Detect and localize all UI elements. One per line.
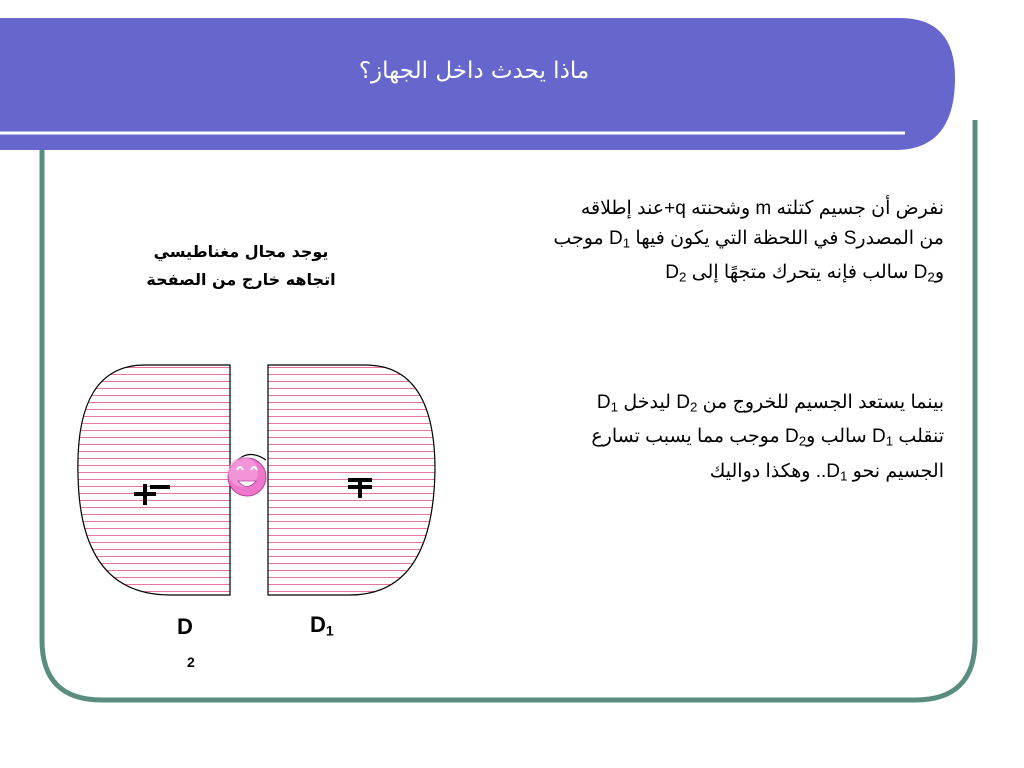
text-fragment: الجسيم نحو D — [826, 460, 944, 482]
text-fragment: تنقلب D — [872, 426, 944, 448]
slide-title: ماذا يحدث داخل الجهاز؟ — [358, 58, 590, 84]
text-fragment: ليدخل D — [596, 392, 677, 413]
paragraph-2-line-2 — [591, 422, 944, 456]
particle-smiley-icon — [228, 454, 266, 496]
explanation-paragraph-2 — [591, 388, 944, 491]
subscript: 2 — [798, 433, 807, 449]
text-fragment: .. وهكذا دواليك — [709, 460, 827, 482]
label-letter: D — [177, 614, 193, 639]
dee-d2 — [78, 365, 230, 595]
subscript: 1 — [840, 467, 848, 483]
title-bar — [0, 18, 955, 150]
paragraph-2-line-3 — [591, 457, 944, 491]
dee-d2-label — [177, 614, 193, 640]
subscript: 2 — [927, 269, 935, 285]
text-fragment: من المصدرS في اللحظة التي يكون فيها D — [609, 228, 944, 249]
subscript: 1 — [610, 399, 619, 415]
subscript: 1 — [622, 235, 631, 251]
text-fragment: موجب — [553, 228, 610, 249]
subscript: 1 — [325, 622, 334, 639]
subscript: 1 — [885, 433, 894, 449]
label-letter: D — [310, 612, 326, 637]
paragraph-1-line-3 — [553, 258, 944, 292]
text-fragment: سالب فإنه يتحرك متجهًا إلى D — [665, 262, 914, 284]
dee-d1-label — [310, 612, 334, 639]
subscript: 2 — [689, 399, 698, 415]
text-fragment: بينما يستعد الجسيم للخروج من D — [676, 392, 944, 413]
subscript: 2 — [679, 269, 687, 285]
magnetic-field-note — [96, 238, 386, 294]
paragraph-1-line-1: نفرض أن جسيم كتلته m وشحنته q+عند إطلاقه — [580, 198, 944, 219]
field-note-line-1: يوجد مجال مغناطيسي — [153, 242, 329, 261]
text-fragment: وD — [913, 262, 944, 284]
dee-d2-label-subscript: 2 — [187, 654, 195, 670]
explanation-paragraph-1 — [553, 194, 944, 293]
paragraph-2-line-1 — [591, 388, 944, 422]
field-note-line-2: اتجاهه خارج من الصفحة — [146, 270, 336, 289]
text-fragment: سالب وD — [784, 426, 872, 448]
text-fragment: موجب مما يسبب تسارع — [591, 426, 785, 448]
paragraph-1-line-2 — [553, 224, 944, 258]
